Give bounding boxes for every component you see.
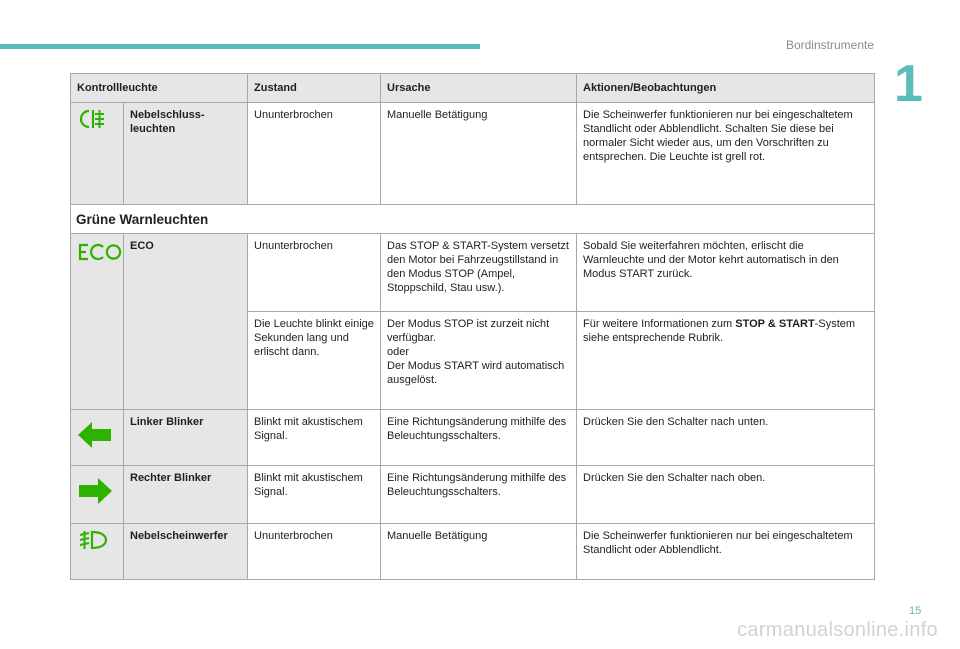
table-row bbox=[71, 524, 875, 580]
cause-line: Der Modus STOP ist zurzeit nicht verfügbar. bbox=[387, 318, 550, 344]
section-heading-row bbox=[71, 205, 875, 234]
table-row bbox=[71, 466, 875, 524]
watermark: carmanualsonline.info bbox=[737, 619, 938, 641]
action-emphasis: STOP & START bbox=[735, 318, 815, 330]
action-cell bbox=[577, 312, 875, 410]
chapter-number: 1 bbox=[894, 55, 923, 113]
table-row bbox=[71, 103, 875, 205]
indicator-name: Nebelschluss-leuchten bbox=[124, 103, 248, 205]
action-cell: Sobald Sie weiterfahren möchten, erlischt die Warnleuchte und der Motor kehrt automatisch in den Modus START zurück. bbox=[577, 234, 875, 312]
state-cell: Blinkt mit akustischem Signal. bbox=[248, 410, 381, 466]
cause-line: Der Modus START wird automatisch ausgelöst. bbox=[387, 360, 565, 386]
rear-fog-light-icon bbox=[77, 108, 111, 130]
green-section-title: Grüne Warnleuchten bbox=[71, 205, 875, 234]
action-text: Für weitere Informationen zum bbox=[583, 318, 736, 330]
icon-cell bbox=[71, 524, 124, 580]
column-header-indicator: Kontrollleuchte bbox=[71, 74, 248, 103]
action-text: -System siehe entsprechende Rubrik. bbox=[583, 318, 856, 344]
table-row bbox=[71, 234, 875, 312]
indicator-name: Rechter Blinker bbox=[124, 466, 248, 524]
state-cell: Ununterbrochen bbox=[248, 234, 381, 312]
table-row bbox=[71, 410, 875, 466]
state-cell: Ununterbrochen bbox=[248, 103, 381, 205]
icon-cell bbox=[71, 234, 124, 410]
cause-cell: Manuelle Betätigung bbox=[381, 524, 577, 580]
cause-cell: Eine Richtungsänderung mithilfe des Beleuchtungsschalters. bbox=[381, 410, 577, 466]
state-cell: Blinkt mit akustischem Signal. bbox=[248, 466, 381, 524]
indicator-name: Linker Blinker bbox=[124, 410, 248, 466]
cause-cell: Eine Richtungsänderung mithilfe des Beleuchtungsschalters. bbox=[381, 466, 577, 524]
cause-cell bbox=[381, 312, 577, 410]
action-cell: Die Scheinwerfer funktionieren nur bei eingeschaltetem Standlicht oder Abblendlicht. Schalten Sie diese bei normaler Sicht wieder aus, um den Vorschriften zu entsprechen. Die Leuchte ist grell rot. bbox=[577, 103, 875, 205]
front-fog-light-icon bbox=[77, 529, 109, 551]
indicator-table bbox=[70, 73, 875, 580]
header-accent-bar bbox=[0, 44, 480, 49]
page-number: 15 bbox=[909, 605, 922, 617]
eco-icon bbox=[77, 242, 123, 262]
cause-line: oder bbox=[387, 346, 410, 358]
state-cell: Ununterbrochen bbox=[248, 524, 381, 580]
action-cell: Drücken Sie den Schalter nach oben. bbox=[577, 466, 875, 524]
action-cell: Drücken Sie den Schalter nach unten. bbox=[577, 410, 875, 466]
action-cell: Die Scheinwerfer funktionieren nur bei eingeschaltetem Standlicht oder Abblendlicht. bbox=[577, 524, 875, 580]
icon-cell bbox=[71, 103, 124, 205]
icon-cell bbox=[71, 410, 124, 466]
indicator-name: ECO bbox=[124, 234, 248, 410]
column-header-action: Aktionen/Beobachtungen bbox=[577, 74, 875, 103]
section-title: Bordinstrumente bbox=[785, 38, 874, 52]
cause-cell: Das STOP & START-System versetzt den Motor bei Fahrzeugstillstand in den Modus STOP (Ampel, Stoppschild, Stau usw.). bbox=[381, 234, 577, 312]
table-header-row bbox=[71, 74, 875, 103]
indicator-name: Nebelscheinwerfer bbox=[124, 524, 248, 580]
column-header-cause: Ursache bbox=[381, 74, 577, 103]
state-cell: Die Leuchte blinkt einige Sekunden lang und erlischt dann. bbox=[248, 312, 381, 410]
column-header-state: Zustand bbox=[248, 74, 381, 103]
left-arrow-icon bbox=[77, 420, 113, 450]
icon-cell bbox=[71, 466, 124, 524]
right-arrow-icon bbox=[77, 476, 113, 506]
cause-cell: Manuelle Betätigung bbox=[381, 103, 577, 205]
